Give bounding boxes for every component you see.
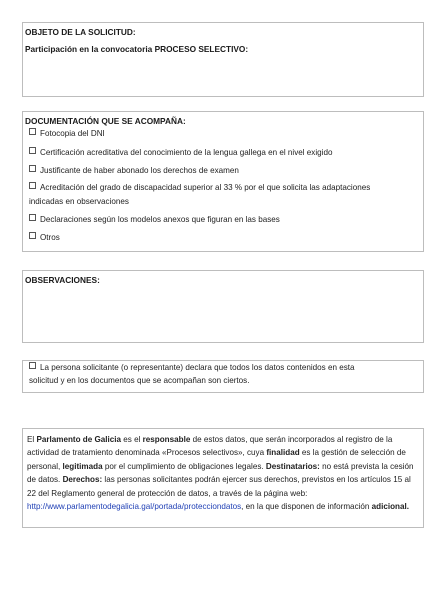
checkbox[interactable] (29, 147, 36, 154)
doc-item-label: Fotocopia del DNI (40, 129, 105, 138)
doc-item-label-continued: indicadas en observaciones (29, 197, 129, 206)
declaracion-line2: solicitud y en los documentos que se acompañan son ciertos. (29, 376, 250, 385)
doc-item-dni[interactable] (29, 127, 417, 141)
observaciones-heading: OBSERVACIONES: (25, 275, 100, 285)
proteccion-datos-link[interactable]: http://www.parlamentodegalicia.gal/portada/protecciondatos (27, 502, 242, 512)
observaciones-box[interactable] (22, 270, 424, 343)
objeto-solicitud-box (22, 22, 424, 97)
checkbox[interactable] (29, 182, 36, 189)
objeto-subheading: Participación en la convocatoria PROCESO SELECTIVO: (25, 44, 249, 54)
doc-item-label: Otros (40, 233, 60, 242)
doc-item-label: Justificante de haber abonado los derechos de examen (40, 166, 239, 175)
checkbox[interactable] (29, 214, 36, 221)
checkbox[interactable] (29, 362, 36, 369)
responsable-name: Parlamento de Galicia (36, 435, 122, 444)
doc-item-discapacidad[interactable] (29, 181, 417, 209)
declaracion-text (29, 361, 417, 387)
doc-item-label: Certificación acreditativa del conocimiento de la lengua gallega en el nivel exigido (40, 148, 333, 157)
documentacion-heading: DOCUMENTACIÓN QUE SE ACOMPAÑA: (25, 116, 186, 126)
doc-item-declaraciones[interactable] (29, 213, 417, 227)
doc-item-label: Declaraciones según los modelos anexos que figuran en las bases (40, 215, 280, 224)
doc-item-justificante[interactable] (29, 164, 417, 178)
objeto-heading: OBJETO DE LA SOLICITUD: (25, 27, 136, 37)
doc-item-label: Acreditación del grado de discapacidad superior al 33 % por el que solicita las adaptaciones (40, 183, 371, 192)
declaracion-line1: La persona solicitante (o representante) declara que todos los datos contenidos en esta (40, 363, 355, 372)
proteccion-datos-box (22, 428, 424, 528)
proteccion-datos-text: El Parlamento de Galicia es el responsable de estos datos, que serán incorporados al registro de la actividad de tratamiento denominada «Procesos selectivos», cuya finalidad es la gestión de selección de personal, legitimada por el cumplimiento de obligaciones legales. Destinatarios: no está prevista la cesión de datos. Derechos: las personas solicitantes podrán ejercer sus derechos, previstos en los artículos 15 al 22 del Reglamento general de protección de datos, a través de la página web: http://www.parlamentodegalicia.gal/portada/protecciondatos, en la que disponen de información adicional. (27, 435, 414, 512)
doc-item-lengua-gallega[interactable] (29, 146, 417, 160)
documentacion-box (22, 111, 424, 252)
checkbox[interactable] (29, 165, 36, 172)
declaracion-box[interactable] (22, 360, 424, 393)
doc-item-otros[interactable] (29, 231, 417, 245)
checkbox[interactable] (29, 128, 36, 135)
checkbox[interactable] (29, 232, 36, 239)
